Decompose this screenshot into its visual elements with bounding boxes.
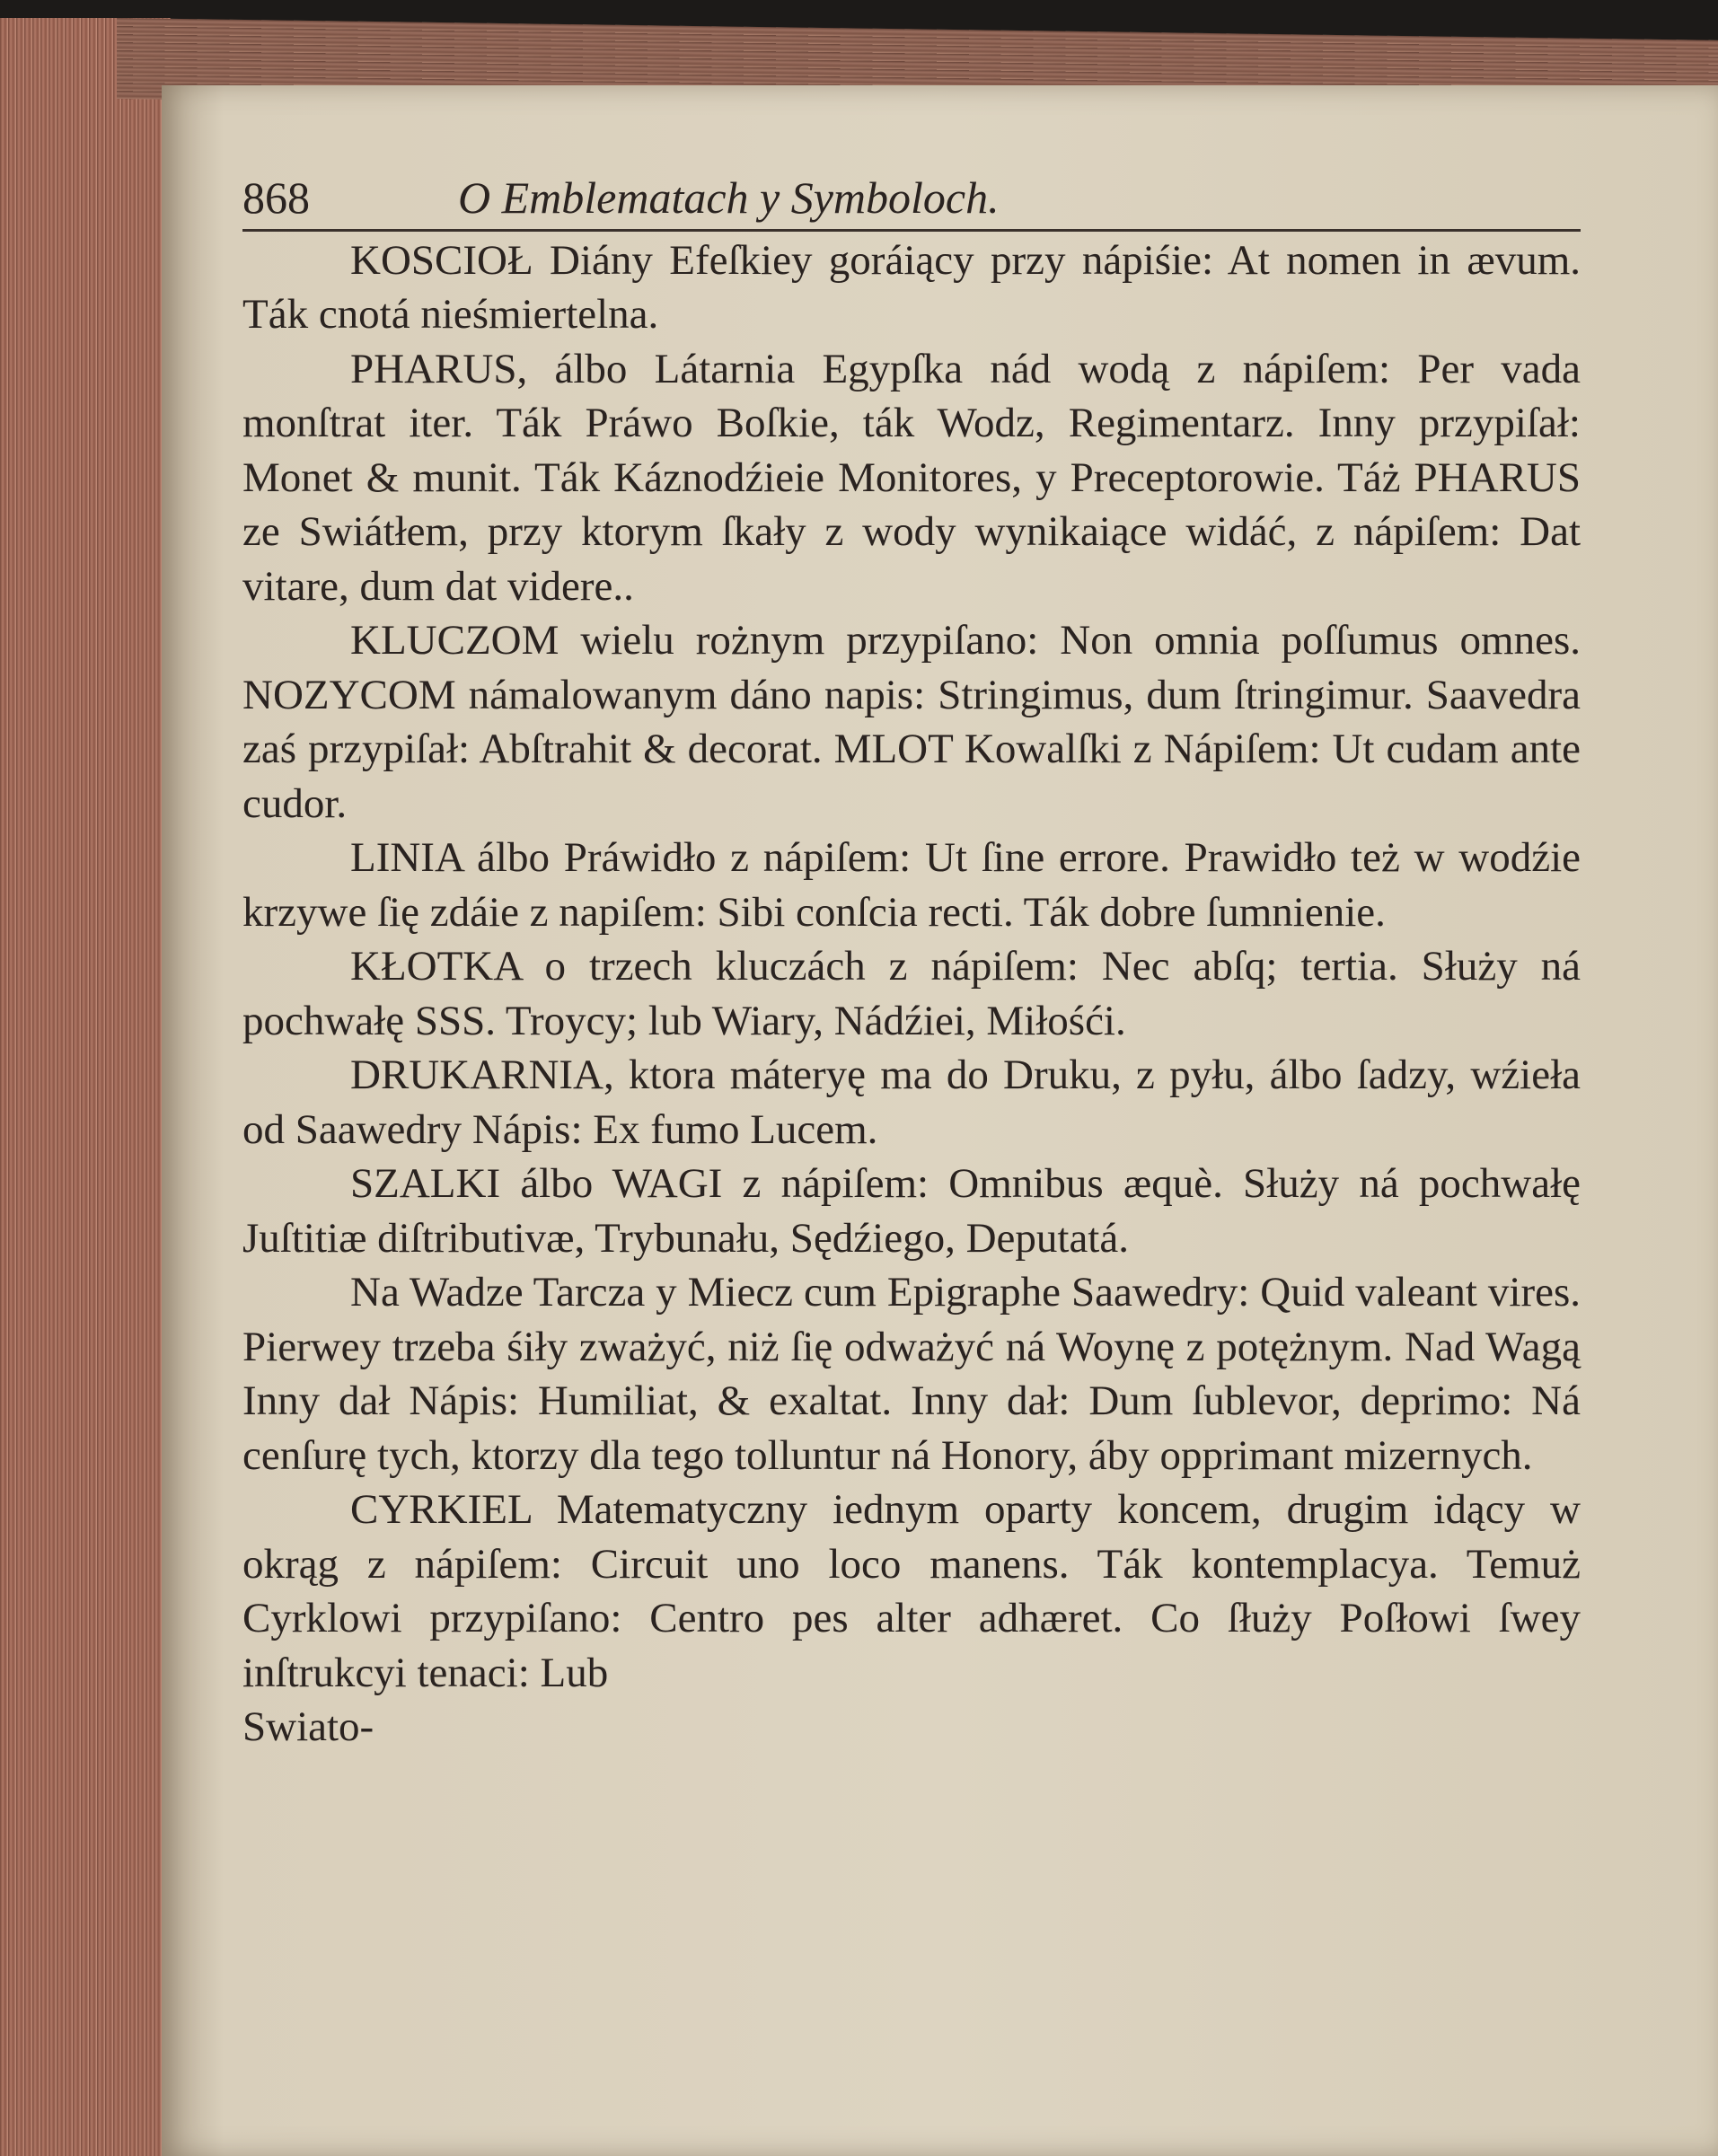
paragraph-kluczom: KLUCZOM wielu rożnym przypiſano: Non omnia poſſumus omnes. NOZYCOM námalowanym dáno napis: Stringimus, dum ſtringimur. Saavedra zaś przypiſał: Abſtrahit & decorat. MLOT Kowalſki z Nápiſem: Ut cudam ante cudor.	[242, 617, 1581, 827]
paragraph-wadze: Na Wadze Tarcza y Miecz cum Epigraphe Saawedry: Quid valeant vires. Pierwey trzeba śiły zważyć, niż ſię odważyć ná Woynę z potężnym. Nad Wagą Inny dał Nápis: Humiliat, & exaltat. Inny dał: Dum ſublevor, deprimo: Ná cenſurę tych, ktorzy dla tego tolluntur ná Honory, áby opprimant mizernych.	[242, 1269, 1581, 1479]
paragraph-drukarnia: DRUKARNIA, ktora máteryę ma do Druku, z pyłu, álbo ſadzy, wźieła od Saawedry Nápis: Ex fumo Lucem.	[242, 1052, 1581, 1153]
running-head: O Emblematach y Symboloch.	[458, 172, 1000, 223]
page-header	[242, 171, 1581, 232]
paragraph-szalki: SZALKI álbo WAGI z nápiſem: Omnibus æquè. Służy ná pochwałę Juſtitiæ diſtributivæ, Trybunału, Sędźiego, Deputatá.	[242, 1160, 1581, 1262]
paragraph-pharus: PHARUS, álbo Látarnia Egypſka nád wodą z nápiſem: Per vada monſtrat iter. Ták Práwo Boſkie, ták Wodz, Regimentarz. Inny przypiſał: Monet & munit. Ták Káznodźieie Monitores, y Preceptorowie. Táż PHARUS ze Swiátłem, przy ktorym ſkały z wody wynikaiące widáć, z nápiſem: Dat vitare, dum dat videre..	[242, 345, 1581, 610]
paragraph-kosciol: KOSCIOŁ Diány Efeſkiey goráiący przy nápiśie: At nomen in ævum. Ták cnotá nieśmiertelna.	[242, 236, 1581, 338]
page-edges-left	[0, 18, 171, 2156]
page-text	[242, 171, 1581, 1755]
catchword: Swiato-	[242, 1703, 374, 1750]
paragraph-cyrkiel: CYRKIEL Matematyczny iednym oparty koncem, drugim idący w okrąg z nápiſem: Circuit uno loco manens. Ták kontemplacya. Temuż Cyrklowi przypiſano: Centro pes alter adhæret. Co ſłuży Poſłowi ſwey inſtrukcyi tenaci: Lub	[242, 1486, 1581, 1696]
folio-number: 868	[242, 172, 310, 223]
paragraph-linia: LINIA álbo Práwidło z nápiſem: Ut ſine errore. Prawidło też w wodźie krzywe ſię zdáie z napiſem: Sibi conſcia recti. Ták dobre ſumnienie.	[242, 834, 1581, 936]
paragraph-klotka: KŁOTKA o trzech kluczách z nápiſem: Nec abſq; tertia. Służy ná pochwałę SSS. Troycy; lub Wiary, Nádźiei, Miłośći.	[242, 943, 1581, 1044]
